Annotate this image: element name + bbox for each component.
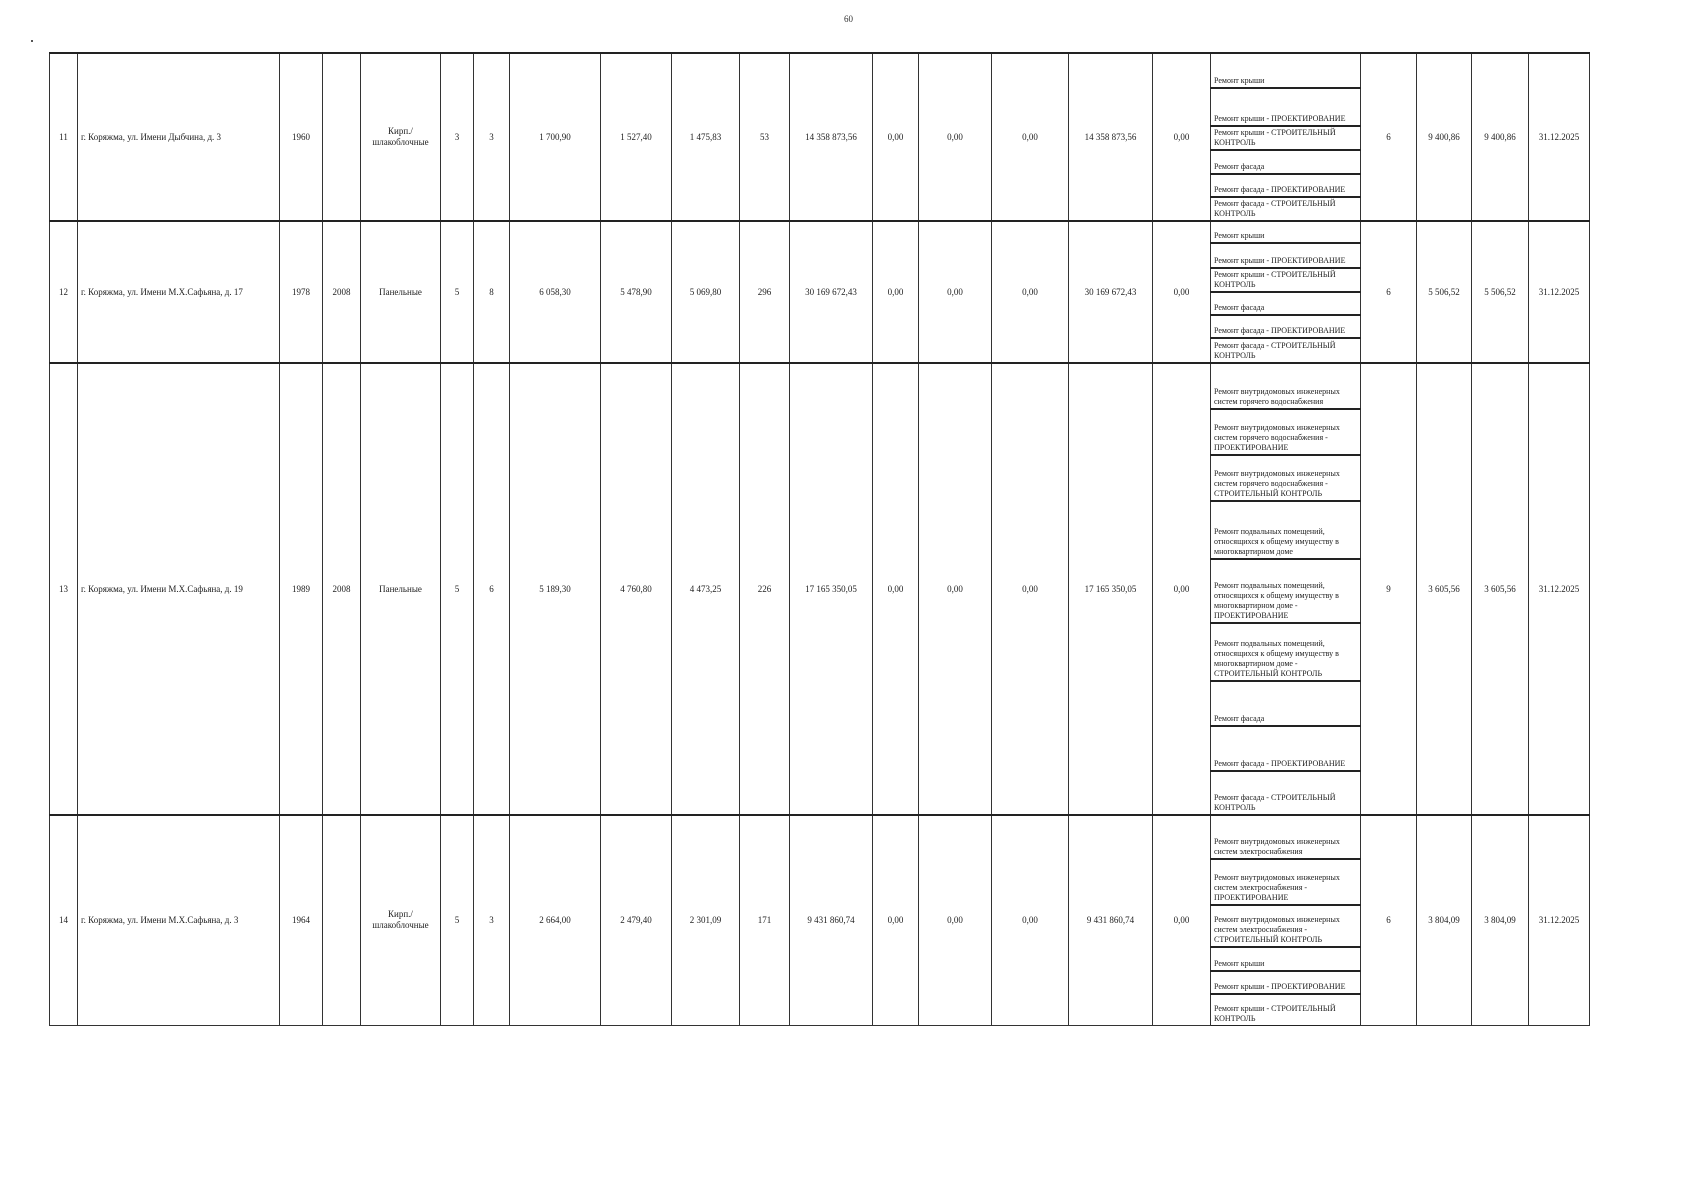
entrances-cell: 8 bbox=[474, 221, 510, 363]
work-item-label: Ремонт внутридомовых инженерных систем электроснабжения - ПРОЕКТИРОВАНИЕ bbox=[1214, 873, 1340, 902]
work-item-cell bbox=[1211, 771, 1361, 815]
residents-count-cell: 171 bbox=[740, 815, 790, 1025]
work-item-cell bbox=[1211, 88, 1361, 126]
other-cost-cell: 0,00 bbox=[1153, 815, 1211, 1025]
table-row bbox=[50, 53, 1590, 88]
region-cost-cell: 0,00 bbox=[919, 53, 992, 221]
unit-cost-max-cell: 3 605,56 bbox=[1472, 363, 1529, 815]
residents-count-cell: 296 bbox=[740, 221, 790, 363]
owners-cost-cell: 17 165 350,05 bbox=[1069, 363, 1153, 815]
wall-material-cell: Панельные bbox=[361, 221, 441, 363]
work-item-label: Ремонт фасада bbox=[1214, 303, 1265, 312]
work-item-cell bbox=[1211, 197, 1361, 221]
total-area-cell: 6 058,30 bbox=[510, 221, 601, 363]
work-item-cell bbox=[1211, 681, 1361, 726]
n-cell: 12 bbox=[50, 221, 78, 363]
residential-area-cell: 4 760,80 bbox=[601, 363, 672, 815]
address-cell: г. Коряжма, ул. Имени Дыбчина, д. 3 bbox=[78, 53, 280, 221]
work-item-label: Ремонт крыши - ПРОЕКТИРОВАНИЕ bbox=[1214, 114, 1346, 123]
local-cost-cell: 0,00 bbox=[992, 53, 1069, 221]
work-item-label: Ремонт фасада - ПРОЕКТИРОВАНИЕ bbox=[1214, 185, 1346, 194]
unit-cost-cell: 3 804,09 bbox=[1417, 815, 1472, 1025]
work-item-label: Ремонт внутридомовых инженерных систем электроснабжения - СТРОИТЕЛЬНЫЙ КОНТРОЛЬ bbox=[1214, 915, 1340, 944]
work-item-label: Ремонт крыши bbox=[1214, 231, 1265, 240]
other-cost-cell: 0,00 bbox=[1153, 363, 1211, 815]
unit-cost-max-cell: 9 400,86 bbox=[1472, 53, 1529, 221]
residential-area-cell: 2 479,40 bbox=[601, 815, 672, 1025]
work-item-label: Ремонт фасада - ПРОЕКТИРОВАНИЕ bbox=[1214, 759, 1346, 768]
other-cost-cell: 0,00 bbox=[1153, 53, 1211, 221]
work-item-cell bbox=[1211, 726, 1361, 771]
work-item-cell bbox=[1211, 994, 1361, 1025]
fund-cost-cell: 0,00 bbox=[873, 363, 919, 815]
unit-cost-cell: 9 400,86 bbox=[1417, 53, 1472, 221]
deadline-cell: 31.12.2025 bbox=[1529, 221, 1590, 363]
deadline-cell: 31.12.2025 bbox=[1529, 53, 1590, 221]
region-cost-cell: 0,00 bbox=[919, 221, 992, 363]
n-cell: 14 bbox=[50, 815, 78, 1025]
address-cell: г. Коряжма, ул. Имени М.Х.Сафьяна, д. 17 bbox=[78, 221, 280, 363]
floors-cell: 5 bbox=[441, 363, 474, 815]
residents-area-cell: 2 301,09 bbox=[672, 815, 740, 1025]
table-row bbox=[50, 363, 1590, 409]
work-item-label: Ремонт крыши - СТРОИТЕЛЬНЫЙ КОНТРОЛЬ bbox=[1214, 1003, 1336, 1023]
work-item-label: Ремонт внутридомовых инженерных систем горячего водоснабжения bbox=[1214, 387, 1340, 406]
work-item-label: Ремонт крыши bbox=[1214, 959, 1265, 968]
works-count-cell: 6 bbox=[1361, 221, 1417, 363]
total-area-cell: 2 664,00 bbox=[510, 815, 601, 1025]
work-item-label: Ремонт фасада - ПРОЕКТИРОВАНИЕ bbox=[1214, 326, 1346, 335]
residents-area-cell: 5 069,80 bbox=[672, 221, 740, 363]
residents-area-cell: 4 473,25 bbox=[672, 363, 740, 815]
year-repair-cell: 2008 bbox=[323, 221, 361, 363]
work-item-label: Ремонт крыши bbox=[1214, 76, 1265, 85]
work-item-cell bbox=[1211, 859, 1361, 905]
work-item-label: Ремонт крыши - СТРОИТЕЛЬНЫЙ КОНТРОЛЬ bbox=[1214, 270, 1336, 289]
address-cell: г. Коряжма, ул. Имени М.Х.Сафьяна, д. 3 bbox=[78, 815, 280, 1025]
unit-cost-cell: 5 506,52 bbox=[1417, 221, 1472, 363]
total-cost-cell: 14 358 873,56 bbox=[790, 53, 873, 221]
fund-cost-cell: 0,00 bbox=[873, 53, 919, 221]
total-cost-cell: 30 169 672,43 bbox=[790, 221, 873, 363]
n-cell: 11 bbox=[50, 53, 78, 221]
unit-cost-max-cell: 3 804,09 bbox=[1472, 815, 1529, 1025]
year-repair-cell: 2008 bbox=[323, 363, 361, 815]
year-repair-cell bbox=[323, 815, 361, 1025]
work-item-cell bbox=[1211, 623, 1361, 681]
work-item-cell bbox=[1211, 815, 1361, 859]
wall-material-cell: Панельные bbox=[361, 363, 441, 815]
work-item-cell bbox=[1211, 409, 1361, 455]
total-cost-cell: 9 431 860,74 bbox=[790, 815, 873, 1025]
floors-cell: 5 bbox=[441, 221, 474, 363]
scan-artifact bbox=[31, 40, 33, 42]
total-cost-cell: 17 165 350,05 bbox=[790, 363, 873, 815]
work-item-label: Ремонт крыши - ПРОЕКТИРОВАНИЕ bbox=[1214, 256, 1346, 265]
work-item-cell bbox=[1211, 243, 1361, 268]
work-item-cell bbox=[1211, 971, 1361, 994]
work-item-cell bbox=[1211, 947, 1361, 971]
work-item-cell bbox=[1211, 905, 1361, 947]
work-item-label: Ремонт подвальных помещений, относящихся к общему имуществу в многоквартирном доме - СТРОИТЕЛЬНЫЙ КОНТРОЛЬ bbox=[1214, 639, 1339, 678]
owners-cost-cell: 14 358 873,56 bbox=[1069, 53, 1153, 221]
work-item-cell bbox=[1211, 53, 1361, 88]
deadline-cell: 31.12.2025 bbox=[1529, 363, 1590, 815]
year-built-cell: 1964 bbox=[280, 815, 323, 1025]
owners-cost-cell: 30 169 672,43 bbox=[1069, 221, 1153, 363]
floors-cell: 3 bbox=[441, 53, 474, 221]
floors-cell: 5 bbox=[441, 815, 474, 1025]
year-built-cell: 1989 bbox=[280, 363, 323, 815]
residents-count-cell: 53 bbox=[740, 53, 790, 221]
unit-cost-cell: 3 605,56 bbox=[1417, 363, 1472, 815]
works-count-cell: 9 bbox=[1361, 363, 1417, 815]
table-row bbox=[50, 815, 1590, 859]
n-cell: 13 bbox=[50, 363, 78, 815]
work-item-cell bbox=[1211, 455, 1361, 501]
fund-cost-cell: 0,00 bbox=[873, 815, 919, 1025]
table-row bbox=[50, 221, 1590, 243]
work-item-cell bbox=[1211, 150, 1361, 174]
year-repair-cell bbox=[323, 53, 361, 221]
local-cost-cell: 0,00 bbox=[992, 815, 1069, 1025]
residential-area-cell: 1 527,40 bbox=[601, 53, 672, 221]
wall-material-cell: Кирп./шлакоблочные bbox=[361, 53, 441, 221]
work-item-cell bbox=[1211, 559, 1361, 623]
local-cost-cell: 0,00 bbox=[992, 221, 1069, 363]
region-cost-cell: 0,00 bbox=[919, 815, 992, 1025]
owners-cost-cell: 9 431 860,74 bbox=[1069, 815, 1153, 1025]
unit-cost-max-cell: 5 506,52 bbox=[1472, 221, 1529, 363]
residents-area-cell: 1 475,83 bbox=[672, 53, 740, 221]
total-area-cell: 1 700,90 bbox=[510, 53, 601, 221]
work-item-cell bbox=[1211, 315, 1361, 338]
deadline-cell: 31.12.2025 bbox=[1529, 815, 1590, 1025]
residential-area-cell: 5 478,90 bbox=[601, 221, 672, 363]
work-item-label: Ремонт подвальных помещений, относящихся к общему имуществу в многоквартирном доме bbox=[1214, 527, 1339, 556]
local-cost-cell: 0,00 bbox=[992, 363, 1069, 815]
work-item-label: Ремонт фасада - СТРОИТЕЛЬНЫЙ КОНТРОЛЬ bbox=[1214, 199, 1336, 218]
work-item-label: Ремонт фасада bbox=[1214, 714, 1265, 723]
entrances-cell: 3 bbox=[474, 53, 510, 221]
work-item-label: Ремонт внутридомовых инженерных систем горячего водоснабжения - ПРОЕКТИРОВАНИЕ bbox=[1214, 423, 1340, 452]
work-item-label: Ремонт фасада bbox=[1214, 162, 1265, 171]
residents-count-cell: 226 bbox=[740, 363, 790, 815]
entrances-cell: 6 bbox=[474, 363, 510, 815]
work-item-cell bbox=[1211, 292, 1361, 315]
work-item-label: Ремонт крыши - СТРОИТЕЛЬНЫЙ КОНТРОЛЬ bbox=[1214, 128, 1336, 147]
work-item-label: Ремонт фасада - СТРОИТЕЛЬНЫЙ КОНТРОЛЬ bbox=[1214, 793, 1336, 812]
work-item-label: Ремонт внутридомовых инженерных систем горячего водоснабжения - СТРОИТЕЛЬНЫЙ КОНТРОЛЬ bbox=[1214, 469, 1340, 498]
work-item-cell bbox=[1211, 338, 1361, 363]
work-item-label: Ремонт крыши - ПРОЕКТИРОВАНИЕ bbox=[1214, 982, 1346, 991]
year-built-cell: 1960 bbox=[280, 53, 323, 221]
work-item-cell bbox=[1211, 363, 1361, 409]
work-item-cell bbox=[1211, 174, 1361, 197]
region-cost-cell: 0,00 bbox=[919, 363, 992, 815]
work-item-cell bbox=[1211, 126, 1361, 150]
works-count-cell: 6 bbox=[1361, 53, 1417, 221]
table-body bbox=[50, 53, 1590, 1025]
capital-repair-table bbox=[49, 52, 1590, 1026]
works-count-cell: 6 bbox=[1361, 815, 1417, 1025]
work-item-label: Ремонт внутридомовых инженерных систем электроснабжения bbox=[1214, 837, 1340, 856]
wall-material-cell: Кирп./шлакоблочные bbox=[361, 815, 441, 1025]
work-item-cell bbox=[1211, 501, 1361, 559]
work-item-label: Ремонт фасада - СТРОИТЕЛЬНЫЙ КОНТРОЛЬ bbox=[1214, 341, 1336, 360]
address-cell: г. Коряжма, ул. Имени М.Х.Сафьяна, д. 19 bbox=[78, 363, 280, 815]
entrances-cell: 3 bbox=[474, 815, 510, 1025]
page-number: 60 bbox=[844, 14, 853, 24]
other-cost-cell: 0,00 bbox=[1153, 221, 1211, 363]
work-item-label: Ремонт подвальных помещений, относящихся к общему имуществу в многоквартирном доме - ПРОЕКТИРОВАНИЕ bbox=[1214, 581, 1339, 620]
total-area-cell: 5 189,30 bbox=[510, 363, 601, 815]
work-item-cell bbox=[1211, 221, 1361, 243]
work-item-cell bbox=[1211, 268, 1361, 292]
fund-cost-cell: 0,00 bbox=[873, 221, 919, 363]
year-built-cell: 1978 bbox=[280, 221, 323, 363]
